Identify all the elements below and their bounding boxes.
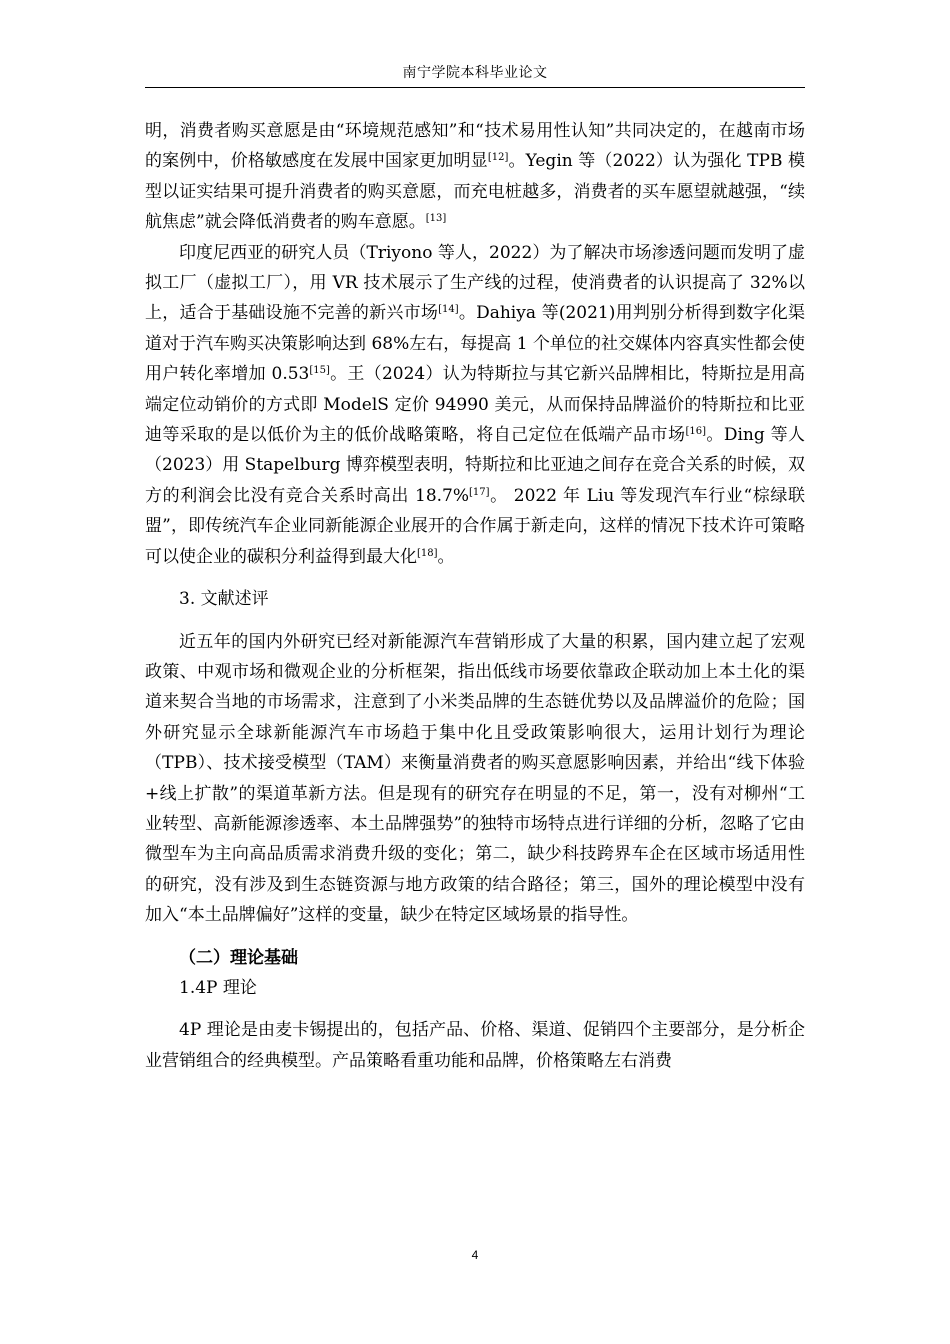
- citation-17: [17]: [469, 486, 490, 498]
- paragraph-4p-theory: 4P 理论是由麦卡锡提出的，包括产品、价格、渠道、促销四个主要部分，是分析企业营销组合的经典模型。产品策略看重功能和品牌，价格策略左右消费: [145, 1020, 805, 1071]
- page-number: 4: [471, 1248, 479, 1262]
- header-rule: [145, 87, 805, 88]
- subheading-4p-theory: 1.4P 理论: [179, 977, 257, 998]
- citation-16: [16]: [685, 426, 706, 438]
- citation-13: [13]: [425, 213, 447, 225]
- citation-12: [12]: [487, 152, 509, 164]
- paragraph-literature-review: 近五年的国内外研究已经对新能源汽车营销形成了大量的积累，国内建立起了宏观政策、中观市场和微观企业的分析框架，指出低线市场要依靠政企联动加上本土化的渠道来契合当地的市场需求，注意到了小米类品牌的生态链优势以及品牌溢价的危险；国外研究显示全球新能源汽车市场趋于集中化且受政策影响很大，运用计划行为理论（TPB）、技术接受模型（TAM）来衡量消费者的购买意愿影响因素，并给出“线下体验+线上扩散”的渠道革新方法。但是现有的研究存在明显的不足，第一，没有对柳州“工业转型、高新能源渗透率、本土品牌强势”的独特市场特点进行详细的分析，忽略了它由微型车为主向高品质需求消费升级的变化；第二，缺少科技跨界车企在区域市场适用性的研究，没有涉及到生态链资源与地方政策的结合路径；第三，国外的理论模型中没有加入“本土品牌偏好”这样的变量，缺少在特定区域场景的指导性。: [145, 631, 805, 926]
- page-body: [145, 116, 805, 1076]
- running-header: 南宁学院本科毕业论文: [402, 65, 548, 81]
- citation-18: [18]: [417, 547, 438, 559]
- paragraph-continued: 明，消费者购买意愿是由“环境规范感知”和“技术易用性认知”共同决定的，在越南市场的案例中，价格敏感度在发展中国家更加明显[12]。Yegin 等（2022）认为强化 TPB 模型以证实结果可提升消费者的购买意愿，而充电桩越多，消费者的买车愿望就越强，“续航焦虑”就会降低消费者的购车意愿。[13]: [145, 121, 805, 233]
- section-heading-theory: （二）理论基础: [179, 947, 298, 968]
- paragraph-indonesia: 印度尼西亚的研究人员（Triyono 等人，2022）为了解决市场渗透问题而发明了虚拟工厂（虚拟工厂），用 VR 技术展示了生产线的过程，使消费者的认识提高了 32%以上，适合于基础设施不完善的新兴市场[14]。Dahiya 等(2021)用判别分析得到数字化渠道对于汽车购买决策影响达到 68%左右，每提高 1 个单位的社交媒体内容真实性都会使用户转化率增加 0.53[15]。王（2024）认为特斯拉与其它新兴品牌相比，特斯拉是用高端定位动销价的方式即 ModelS 定价 94990 美元，从而保持品牌溢价的特斯拉和比亚迪等采取的是以低价为主的低价战略策略，将自己定位在低端产品市场[16]。Ding 等人（2023）用 Stapelburg 博弈模型表明，特斯拉和比亚迪之间存在竞合关系的时候，双方的利润会比没有竞合关系时高出 18.7%[17]。 2022 年 Liu 等发现汽车行业“棕绿联盟”，即传统汽车企业同新能源企业展开的合作属于新走向，这样的情况下技术许可策略可以使企业的碳积分利益得到最大化[18]。: [145, 242, 806, 567]
- citation-15: [15]: [309, 365, 330, 377]
- section-heading-literature-review: 3. 文献述评: [179, 589, 269, 610]
- citation-14: [14]: [438, 304, 459, 316]
